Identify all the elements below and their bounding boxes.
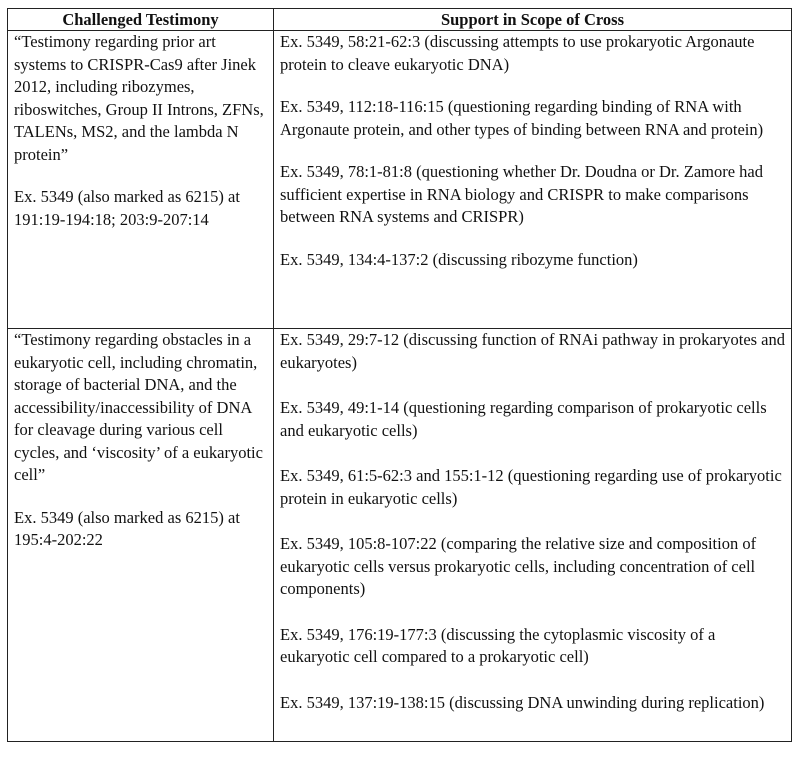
support-entry: Ex. 5349, 112:18-116:15 (questioning regarding binding of RNA with Argonaute protein, and other types of binding between RNA and protein): [280, 97, 764, 139]
support-entry: Ex. 5349, 134:4-137:2 (discussing ribozyme function): [280, 249, 638, 269]
header-support-in-scope: Support in Scope of Cross: [274, 9, 792, 31]
support-entry: Ex. 5349, 137:19-138:15 (discussing DNA unwinding during replication): [280, 692, 765, 712]
support-entry: Ex. 5349, 176:19-177:3 (discussing the cytoplasmic viscosity of a eukaryotic cell compared to a prokaryotic cell): [280, 624, 716, 666]
testimony-quote: “Testimony regarding prior art systems to CRISPR-Cas9 after Jinek 2012, including ribozymes, riboswitches, Group II Introns, ZFNs, TALENs, MS2, and the lambda N protein”: [14, 32, 264, 164]
support-entry: Ex. 5349, 49:1-14 (questioning regarding comparison of prokaryotic cells and eukaryotic cells): [280, 398, 767, 440]
challenged-testimony-cell: [8, 31, 274, 329]
header-challenged-testimony: Challenged Testimony: [8, 9, 274, 31]
table-row: [8, 329, 792, 742]
table-header-row: [8, 9, 792, 31]
support-cell: [274, 31, 792, 329]
support-entry: Ex. 5349, 58:21-62:3 (discussing attempts to use prokaryotic Argonaute protein to cleave eukaryotic DNA): [280, 32, 755, 74]
table-row: [8, 31, 792, 329]
support-cell: [274, 329, 792, 742]
support-entry: Ex. 5349, 61:5-62:3 and 155:1-12 (questioning regarding use of prokaryotic protein in eukaryotic cells): [280, 466, 782, 508]
support-entry: Ex. 5349, 105:8-107:22 (comparing the relative size and composition of eukaryotic cells versus prokaryotic cells, including concentration of cell components): [280, 534, 757, 598]
testimony-citation: Ex. 5349 (also marked as 6215) at 195:4-202:22: [14, 507, 240, 549]
support-entry: Ex. 5349, 78:1-81:8 (questioning whether Dr. Doudna or Dr. Zamore had sufficient expertise in RNA biology and CRISPR to make comparisons between RNA systems and CRISPR): [280, 162, 763, 226]
support-entry: Ex. 5349, 29:7-12 (discussing function of RNAi pathway in prokaryotes and eukaryotes): [280, 330, 786, 372]
testimony-quote: “Testimony regarding obstacles in a eukaryotic cell, including chromatin, storage of bacterial DNA, and the accessibility/inaccessibility of DNA for cleavage during various cell cycles, and ‘viscosity’ of a eukaryotic cell”: [14, 330, 263, 484]
challenged-testimony-cell: [8, 329, 274, 742]
testimony-table: [7, 8, 792, 742]
testimony-citation: Ex. 5349 (also marked as 6215) at 191:19-194:18; 203:9-207:14: [14, 187, 240, 229]
